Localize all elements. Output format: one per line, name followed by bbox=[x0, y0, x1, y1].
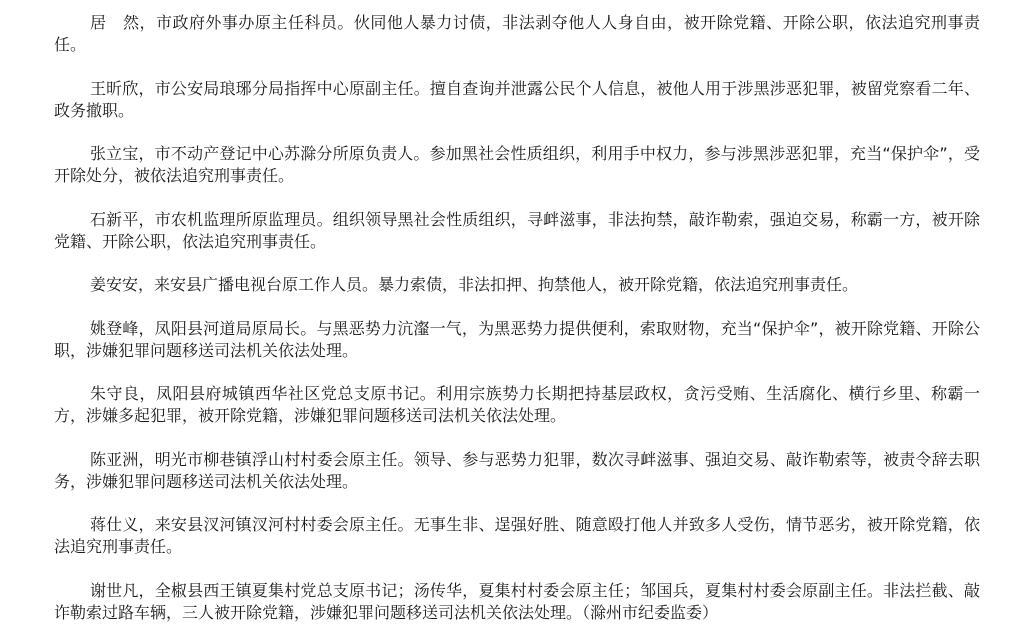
paragraph-jiang-shiyi: 蒋仕义，来安县汊河镇汊河村村委会原主任。无事生非、逞强好胜、随意殴打他人并致多人受伤，情节恶劣，被开除党籍，依法追究刑事责任。 bbox=[54, 515, 980, 556]
paragraph-jiang-anan: 姜安安，来安县广播电视台原工作人员。暴力索债，非法扣押、拘禁他人，被开除党籍，依法追究刑事责任。 bbox=[90, 275, 859, 294]
paragraph-zhang-libao: 张立宝，市不动产登记中心苏滁分所原负责人。参加黑社会性质组织，利用手中权力，参与涉黑涉恶犯罪，充当“保护伞”，受开除处分，被依法追究刑事责任。 bbox=[54, 144, 980, 185]
paragraph-ju-ran: 居 然，市政府外事办原主任科员。伙同他人暴力讨债，非法剥夺他人人身自由，被开除党籍、开除公职，依法追究刑事责任。 bbox=[54, 13, 980, 54]
paragraph-zhu-shouliang: 朱守良，凤阳县府城镇西华社区党总支原书记。利用宗族势力长期把持基层政权，贪污受贿、生活腐化、横行乡里、称霸一方，涉嫌多起犯罪，被开除党籍，涉嫌犯罪问题移送司法机关依法处理。 bbox=[54, 384, 980, 425]
article-body bbox=[54, 12, 980, 624]
paragraph-wang-xinxin: 王昕欣，市公安局琅琊分局指挥中心原副主任。擅自查询并泄露公民个人信息，被他人用于涉黑涉恶犯罪，被留党察看二年、政务撤职。 bbox=[54, 78, 980, 120]
paragraph-shi-xinping: 石新平，市农机监理所原监理员。组织领导黑社会性质组织，寻衅滋事，非法拘禁，敲诈勒索，强迫交易，称霸一方，被开除党籍、开除公职，依法追究刑事责任。 bbox=[54, 209, 980, 251]
paragraph-yao-dengfeng: 姚登峰，凤阳县河道局原局长。与黑恶势力沆瀣一气，为黑恶势力提供便利，索取财物，充当“保护伞”，被开除党籍、开除公职，涉嫌犯罪问题移送司法机关依法处理。 bbox=[54, 318, 980, 360]
paragraph-chen-yazhou: 陈亚洲，明光市柳巷镇浮山村村委会原主任。领导、参与恶势力犯罪，数次寻衅滋事、强迫交易、敲诈勒索等，被责令辞去职务，涉嫌犯罪问题移送司法机关依法处理。 bbox=[54, 449, 980, 491]
paragraph-xie-shifan: 谢世凡，全椒县西王镇夏集村党总支原书记；汤传华，夏集村村委会原主任；邹国兵，夏集村村委会原副主任。非法拦截、敲诈勒索过路车辆，三人被开除党籍，涉嫌犯罪问题移送司法机关依法处理。（滁州市纪委监委） bbox=[54, 580, 980, 622]
